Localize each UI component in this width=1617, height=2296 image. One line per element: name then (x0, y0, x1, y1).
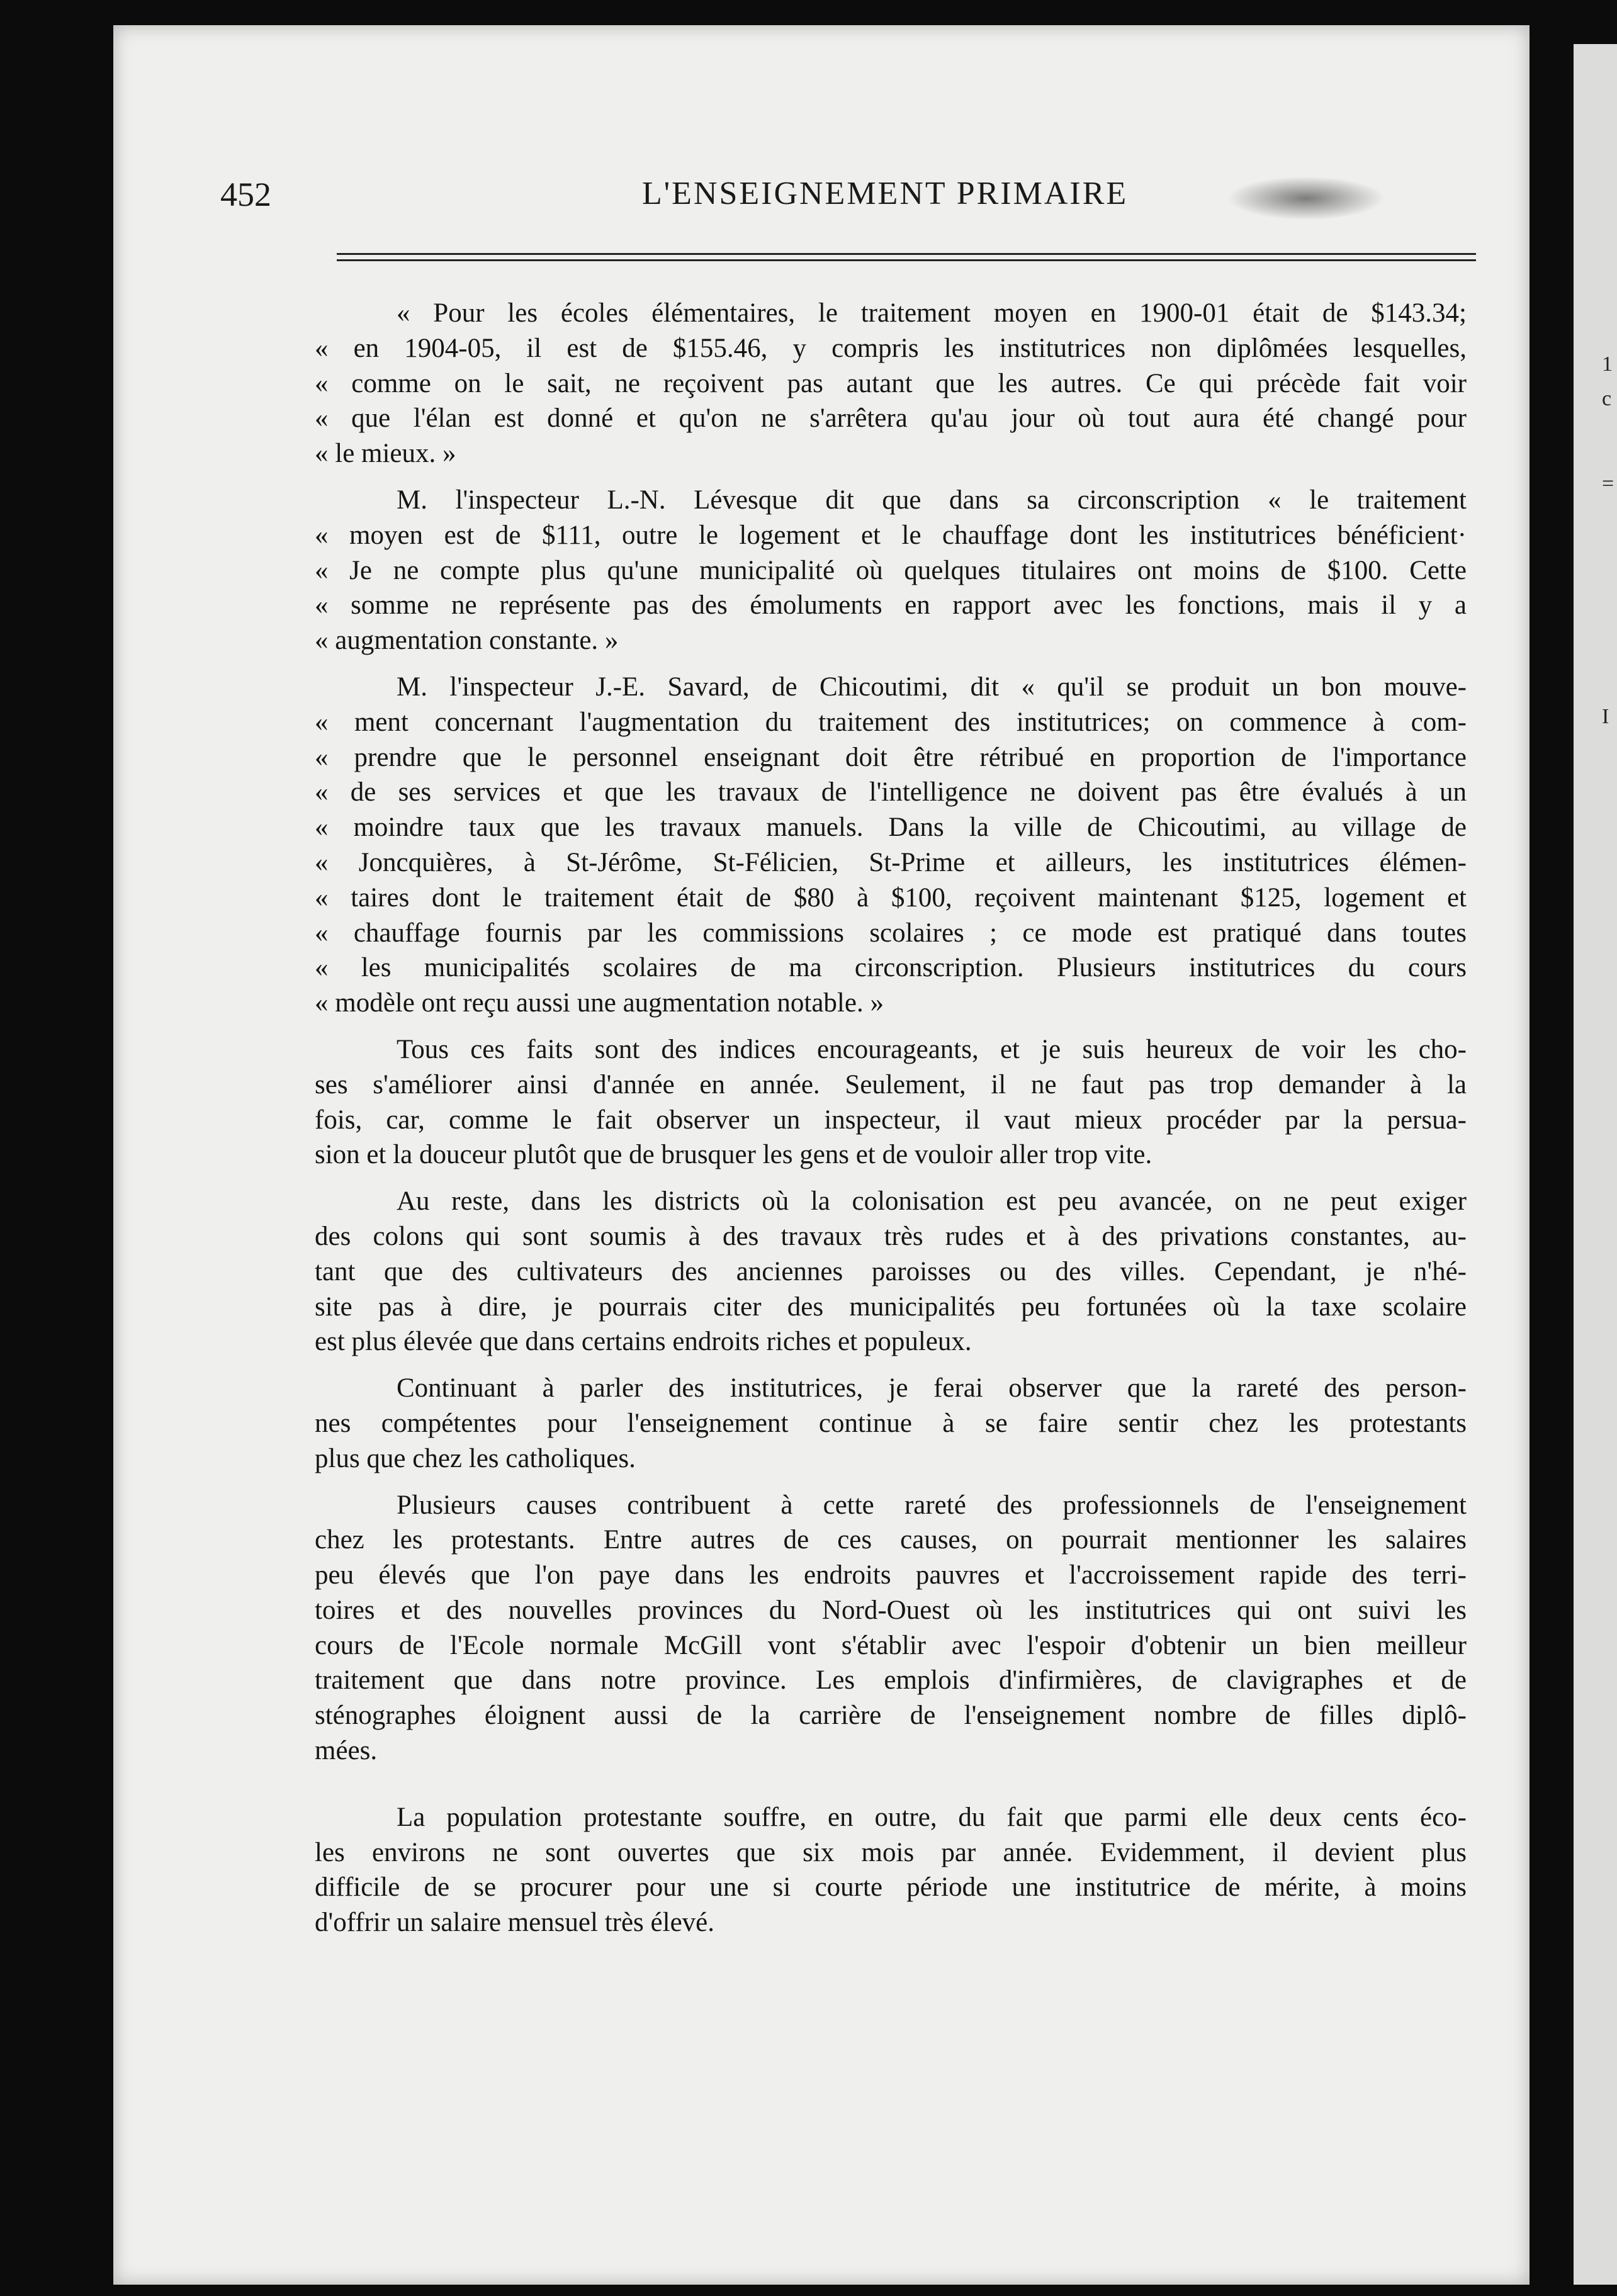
text-line: est plus élevée que dans certains endroits riches et populeux. (315, 1327, 972, 1357)
text-line: « prendre que le personnel enseignant doit être rétribué en proportion de l'importance (315, 742, 1467, 772)
text-line: « augmentation constante. » (315, 626, 619, 656)
text-line: « Je ne compte plus qu'une municipalité où quelques titulaires ont moins de $100. Cette (315, 555, 1467, 585)
text-line: mées. (315, 1736, 378, 1766)
paragraph (315, 483, 1467, 658)
text-line: tant que des cultivateurs des anciennes paroisses ou des villes. Cependant, je n'hé- (315, 1256, 1467, 1286)
paragraph (315, 1371, 1467, 1476)
text-line: « Joncquières, à St-Jérôme, St-Félicien, St-Prime et ailleurs, les institutrices élémen- (315, 847, 1467, 877)
text-line: d'offrir un salaire mensuel très élevé. (315, 1908, 714, 1938)
text-line: plus que chez les catholiques. (315, 1443, 636, 1473)
text-line: « de ses services et que les travaux de l'intelligence ne doivent pas être évalués à un (315, 777, 1467, 808)
text-line: des colons qui sont soumis à des travaux très rudes et à des privations constantes, au- (315, 1221, 1467, 1251)
adjacent-page-fragment: = (1602, 472, 1614, 495)
paragraph (315, 670, 1467, 1021)
text-line: « moindre taux que les travaux manuels. Dans la ville de Chicoutimi, au village de (315, 813, 1467, 843)
text-line: traitement que dans notre province. Les emplois d'infirmières, de clavigraphes et de (315, 1665, 1467, 1696)
text-line: toires et des nouvelles provinces du Nord-Ouest où les institutrices qui ont suivi les (315, 1595, 1467, 1625)
text-line: fois, car, comme le fait observer un inspecteur, il vaut mieux procéder par la persua- (315, 1105, 1467, 1135)
text-line: Plusieurs causes contribuent à cette rareté des professionnels de l'enseignement (397, 1490, 1467, 1520)
paragraph (315, 296, 1467, 471)
header-rule (337, 259, 1476, 261)
ink-smudge (1227, 176, 1385, 220)
adjacent-page-fragment: 1 (1602, 352, 1613, 376)
text-line: sion et la douceur plutôt que de brusquer les gens et de vouloir aller trop vite. (315, 1140, 1152, 1170)
text-line: « en 1904-05, il est de $155.46, y compris les institutrices non diplômées lesquelles, (315, 333, 1467, 363)
text-line: site pas à dire, je pourrais citer des municipalités peu fortunées où la taxe scolaire (315, 1292, 1467, 1322)
text-line: « taires dont le traitement était de $80 à $100, reçoivent maintenant $125, logement et (315, 882, 1467, 913)
text-line: « chauffage fournis par les commissions scolaires ; ce mode est pratiqué dans toutes (315, 918, 1467, 948)
adjacent-page-fragment: I (1602, 705, 1609, 728)
text-line: « comme on le sait, ne reçoivent pas autant que les autres. Ce qui précède fait voir (315, 368, 1467, 398)
text-line: « ment concernant l'augmentation du traitement des institutrices; on commence à com- (315, 707, 1467, 737)
running-title: L'ENSEIGNEMENT PRIMAIRE (642, 176, 1129, 211)
text-line: La population protestante souffre, en outre, du fait que parmi elle deux cents éco- (397, 1802, 1467, 1832)
paragraph (315, 1800, 1467, 1940)
body-text (315, 296, 1467, 1940)
text-line: ses s'améliorer ainsi d'année en année. Seulement, il ne faut pas trop demander à la (315, 1069, 1467, 1100)
text-line: « Pour les écoles élémentaires, le traitement moyen en 1900-01 était de $143.34; (397, 298, 1467, 328)
text-line: sténographes éloignent aussi de la carrière de l'enseignement nombre de filles diplô- (315, 1701, 1467, 1731)
text-line: nes compétentes pour l'enseignement continue à se faire sentir chez les protestants (315, 1408, 1467, 1438)
text-line: « que l'élan est donné et qu'on ne s'arrêtera qu'au jour où tout aura été changé pour (315, 403, 1467, 434)
page-number: 452 (220, 176, 271, 213)
text-line: peu élevés que l'on paye dans les endroits pauvres et l'accroissement rapide des terri- (315, 1560, 1467, 1590)
text-line: « les municipalités scolaires de ma circonscription. Plusieurs institutrices du cours (315, 953, 1467, 983)
text-line: Continuant à parler des institutrices, je ferai observer que la rareté des person- (397, 1373, 1467, 1404)
text-line: difficile de se procurer pour une si courte période une institutrice de mérite, à moins (315, 1872, 1467, 1903)
text-line: M. l'inspecteur J.-E. Savard, de Chicoutimi, dit « qu'il se produit un bon mouve- (397, 672, 1467, 702)
adjacent-page-edge (1574, 44, 1617, 2285)
text-line: « somme ne représente pas des émoluments en rapport avec les fonctions, mais il y a (315, 590, 1467, 621)
text-line: « le mieux. » (315, 439, 456, 469)
adjacent-page-fragment: c (1602, 387, 1612, 410)
text-line: « modèle ont reçu aussi une augmentation notable. » (315, 988, 884, 1018)
text-line: chez les protestants. Entre autres de ces causes, on pourrait mentionner les salaires (315, 1525, 1467, 1555)
text-line: M. l'inspecteur L.-N. Lévesque dit que dans sa circonscription « le traitement (397, 485, 1467, 515)
paragraph (315, 1184, 1467, 1359)
header-rule (337, 253, 1476, 255)
text-line: « moyen est de $111, outre le logement et le chauffage dont les institutrices bénéficient· (315, 520, 1467, 550)
text-line: cours de l'Ecole normale McGill vont s'établir avec l'espoir d'obtenir un bien meilleur (315, 1630, 1467, 1660)
text-line: Au reste, dans les districts où la colonisation est peu avancée, on ne peut exiger (397, 1186, 1467, 1217)
text-line: Tous ces faits sont des indices encourageants, et je suis heureux de voir les cho- (397, 1034, 1467, 1064)
paragraph (315, 1488, 1467, 1769)
running-header (220, 170, 1473, 220)
paragraph (315, 1032, 1467, 1173)
text-line: les environs ne sont ouvertes que six mois par année. Evidemment, il devient plus (315, 1837, 1467, 1867)
